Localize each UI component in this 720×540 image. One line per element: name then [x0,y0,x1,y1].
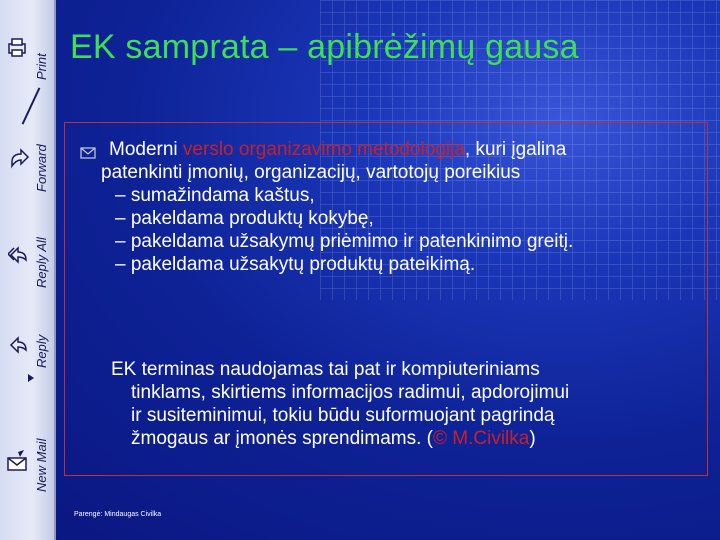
text-rest: , kuri įgalina [464,139,567,160]
dash-item: – pakeldama produktų kokybę, [115,208,374,229]
slide-title: EK samprata – apibrėžimų gausa [70,28,579,66]
author-credit: © M.Civilka [433,428,530,449]
footer-credit: Parengė: Mindaugas Civilka [74,511,162,518]
envelope-bullet-icon [80,146,96,160]
paragraph-network [111,358,701,450]
sidebar-label-forward: Forward [34,144,49,192]
sidebar-item-print[interactable] [0,0,54,90]
mail-sidebar [0,0,56,540]
text-lead: Moderni [109,139,183,160]
paragraph-definition [101,138,701,276]
forward-icon [8,148,30,170]
sidebar-label-reply: Reply [34,334,49,368]
paragraph-line: tinklams, skirtiems informacijos radimui, apdorojimui [131,382,570,403]
sidebar-item-new-mail[interactable] [0,410,54,500]
sidebar-separator [22,87,41,124]
paragraph-line [101,138,701,161]
paragraph-line [111,427,701,450]
sidebar-label-reply-all: Reply All [34,237,49,288]
text-lead: žmogaus ar įmonės sprendimams. ( [131,428,433,449]
new-mail-icon [6,450,28,472]
sidebar-item-forward[interactable] [0,130,54,200]
sidebar-item-reply-all[interactable] [0,220,54,290]
paragraph-line: patenkinti įmonių, organizacijų, vartotojų poreikius [101,162,521,183]
sidebar-item-reply[interactable] [0,320,54,380]
dash-item: – pakeldama užsakytų produktų pateikimą. [115,254,476,275]
chevron-down-icon[interactable] [28,374,34,382]
dash-item: – sumažindama kaštus, [115,185,315,206]
print-icon [6,36,28,58]
sidebar-label-new-mail: New Mail [34,438,49,492]
paragraph-line: EK terminas naudojamas tai pat ir kompiuteriniams [111,359,540,380]
reply-icon [8,334,30,356]
text-end: ) [529,428,536,449]
dash-item: – pakeldama užsakymų priėmimo ir patenkinimo greitį. [115,231,574,252]
sidebar-label-print: Print [34,53,49,80]
highlighted-term: verslo organizavimo metodologija [182,139,465,160]
reply-all-icon [8,244,30,266]
paragraph-line: ir susiteminimui, tokiu būdu suformuojant pagrindą [131,405,555,426]
